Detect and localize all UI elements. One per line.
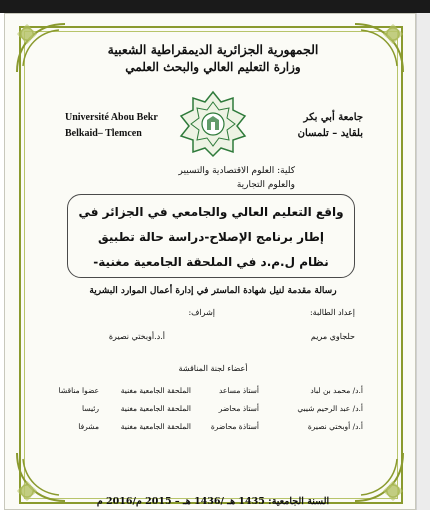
document-page [4, 13, 416, 510]
ministry-heading: وزارة التعليم العالي والبحث العلمي [125, 60, 301, 74]
university-name-ar-line2: بلقايد – تلمسان [297, 128, 363, 139]
window-top-bar [0, 0, 430, 13]
republic-heading: الجمهورية الجزائرية الديمقراطية الشعبية [107, 42, 319, 57]
committee-member-name: أ.د/ عبد الرحيم شيبي [297, 404, 363, 413]
thesis-title-box [67, 194, 355, 278]
faculty-line: والعلوم التجارية [236, 180, 295, 190]
university-logo-icon [175, 90, 251, 158]
committee-member-institution: الملحقة الجامعية مغنية [120, 386, 191, 395]
vertical-scrollbar[interactable] [416, 13, 430, 510]
faculty-line: كلية: العلوم الاقتصادية والتسيير [178, 166, 295, 176]
supervisor-label: إشراف: [188, 308, 215, 317]
committee-member-rank: أستاذ مساعد [218, 386, 259, 395]
academic-year: السنة الجامعية: 1435 هـ /1436 هـ – 2015 م/2016 م [96, 496, 330, 507]
committee-row [58, 386, 363, 402]
committee-member-rank: أستاذة محاضرة [210, 422, 259, 431]
university-name-ar [263, 110, 363, 142]
committee-row [63, 404, 363, 420]
supervisor-name: أ.د.أوبختي نصيرة [108, 332, 165, 341]
committee-member-name: أ.د/ محمد بن لباد [310, 386, 363, 395]
thesis-title-line: إطار برنامج الإصلاح-دراسة حالة تطبيق [98, 230, 324, 244]
committee-member-rank: أستاذ محاضر [218, 404, 259, 413]
committee-member-name: أ.د/ أوبختي نصيرة [307, 422, 363, 431]
university-name-fr-line1: Université Abou Bekr [65, 112, 158, 123]
committee-title: أعضاء لجنة المناقشة [178, 364, 248, 373]
committee-member-role: مشرفا [78, 422, 99, 431]
corner-ornament-icon [13, 20, 69, 76]
committee-member-role: رئيسا [82, 404, 99, 413]
university-name-ar-line1: جامعة أبي بكر [303, 112, 363, 123]
university-name-fr-line2: Belkaid– Tlemcen [65, 128, 142, 139]
thesis-note: رسالة مقدمة لنيل شهادة الماستر في إدارة أعمال الموارد البشرية [89, 286, 337, 296]
student-label: إعداد الطالبة: [309, 308, 355, 317]
university-name-fr [65, 110, 175, 142]
committee-member-institution: الملحقة الجامعية مغنية [120, 422, 191, 431]
corner-ornament-icon [13, 449, 69, 505]
student-name: حلجاوي مريم [310, 332, 355, 341]
thesis-title-line: نظام ل.م.د في الملحقة الجامعية مغنية- [93, 255, 329, 269]
committee-member-role: عضوا مناقشا [58, 386, 99, 395]
committee-row [63, 422, 363, 438]
committee-member-institution: الملحقة الجامعية مغنية [120, 404, 191, 413]
thesis-title-line: واقع التعليم العالي والجامعي في الجزائر في [78, 205, 344, 219]
